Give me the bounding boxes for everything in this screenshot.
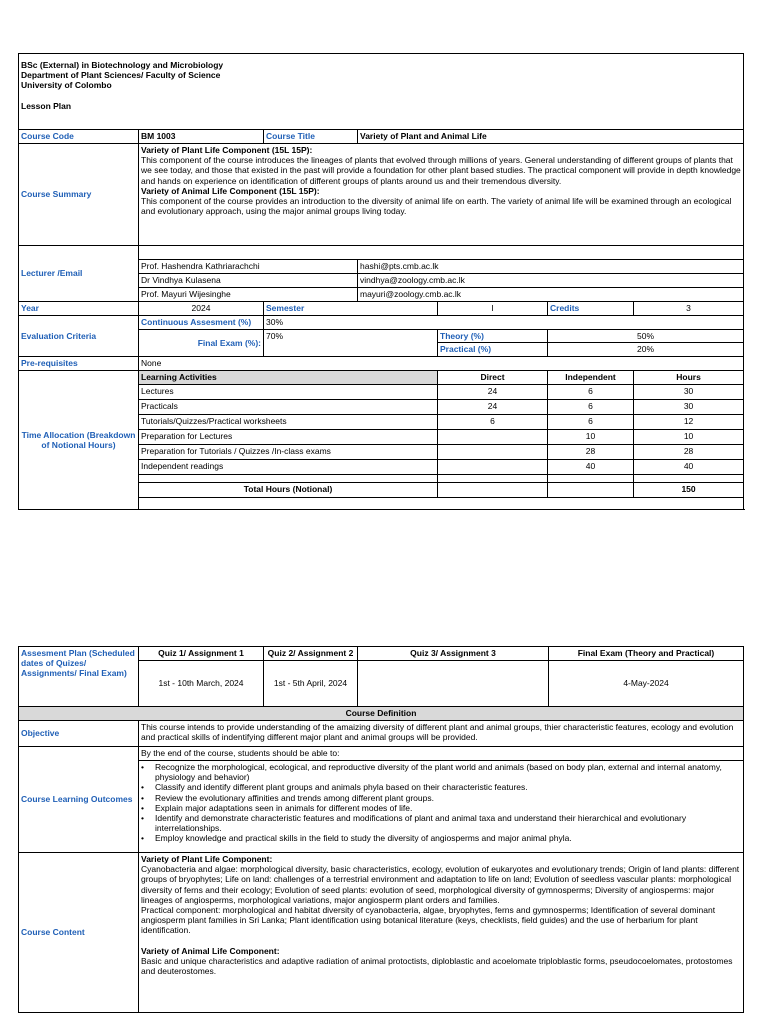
quiz1-date: 1st - 10th March, 2024 — [139, 661, 264, 707]
activity-name: Lectures — [139, 385, 438, 400]
assessment-plan-label: Assesment Plan (Scheduled dates of Quizes/ Assignments/ Final Exam) — [19, 647, 139, 707]
total-hours-label: Total Hours (Notional) — [139, 483, 438, 498]
learning-outcomes-list — [139, 761, 744, 853]
activity-independent: 10 — [548, 430, 634, 445]
activity-independent: 6 — [548, 415, 634, 430]
outcome-item: • Recognize the morphological, ecological, and reproductive diversity of the plant world and animals (based on body plan, external and internal anatomy, physiology and behavior) — [141, 762, 741, 782]
activity-independent: 6 — [548, 400, 634, 415]
activity-hours: 28 — [634, 445, 744, 460]
theory-value: 50% — [548, 330, 743, 343]
quiz3-date — [358, 661, 549, 707]
learning-outcomes-intro: By the end of the course, students should be able to: — [139, 747, 744, 761]
lecturer-email: mayuri@zoology.cmb.ac.lk — [358, 288, 744, 302]
course-definition-table — [18, 646, 743, 1013]
content-plant-practical: Practical component: morphological and habitat diversity of cyanobacteria, algae, bryophytes, ferns and gymnosperms; Identification of several dominant angiosperm plant families in Sri Lanka; Plant identification using botanical literature (keys, checklists, field guides) and the use of herbarium for plant identification. — [141, 904, 716, 936]
final-exam-date: 4-May-2024 — [549, 661, 744, 707]
outcome-item: • Employ knowledge and practical skills in the field to study the diversity of angiosperms and major animal phyla. — [141, 833, 741, 843]
activity-direct: 24 — [438, 385, 548, 400]
summary-plant-text: This component of the course introduces the lineages of plants that evolved through millions of years. General understanding of different groups of plants that we see today, and those that existed in the past will provide a foundation for other plant based studies. The practical component will provide in depth knowledge and hands on experience on identification of different groups of plants around us and their tremendous diversity. — [141, 155, 741, 186]
summary-animal-heading: Variety of Animal Life Component (15L 15P): — [141, 185, 320, 196]
semester-value: I — [438, 302, 548, 316]
objective-label: Objective — [19, 721, 139, 747]
activity-hours: 30 — [634, 400, 744, 415]
course-content-text — [139, 853, 744, 1013]
activity-name: Tutorials/Quizzes/Practical worksheets — [139, 415, 438, 430]
activity-name: Practicals — [139, 400, 438, 415]
direct-header: Direct — [438, 371, 548, 385]
year-label: Year — [19, 302, 139, 316]
semester-label: Semester — [264, 302, 438, 316]
quiz2-header: Quiz 2/ Assignment 2 — [264, 647, 358, 661]
summary-plant-heading: Variety of Plant Life Component (15L 15P): — [141, 145, 313, 155]
content-animal-heading: Variety of Animal Life Component: — [141, 945, 280, 956]
activity-independent: 28 — [548, 445, 634, 460]
final-exam-value: 70% — [264, 330, 438, 357]
time-allocation-label: Time Allocation (Breakdown of Notional Hours) — [19, 371, 139, 510]
activity-direct — [438, 445, 548, 460]
activity-name: Preparation for Lectures — [139, 430, 438, 445]
outcome-item: • Identify and demonstrate characteristic features and modifications of plant and animal taxa and understand their hierarchical and evolutionary interrelationships. — [141, 813, 741, 833]
content-plant-heading: Variety of Plant Life Component: — [141, 854, 273, 864]
course-summary-text — [139, 144, 744, 246]
quiz3-header: Quiz 3/ Assignment 3 — [358, 647, 549, 661]
continuous-assessment-value: 30% — [264, 316, 744, 330]
content-animal-text: Basic and unique characteristics and adaptive radiation of animal protoctists, diploblastic and acoelomate triploblastic forms, pseudocoelomates, protostomes and deuterostomes. — [141, 955, 733, 976]
outcome-item: • Classify and identify different plant groups and animals phyla based on their characteristic features. — [141, 782, 741, 792]
quiz1-header: Quiz 1/ Assignment 1 — [139, 647, 264, 661]
activity-independent: 6 — [548, 385, 634, 400]
university-name: University of Colombo — [21, 80, 112, 91]
final-exam-header: Final Exam (Theory and Practical) — [549, 647, 744, 661]
lecturer-name: Prof. Hashendra Kathriarachchi — [139, 260, 358, 274]
practical-label: Practical (%) — [440, 344, 492, 354]
prerequisites-label: Pre-requisites — [19, 357, 139, 371]
department-name: Department of Plant Sciences/ Faculty of Science — [21, 70, 221, 81]
continuous-assessment-label: Continuous Assesment (%) — [139, 316, 264, 330]
learning-outcomes-label: Course Learning Outcomes — [19, 747, 139, 853]
course-definition-heading: Course Definition — [19, 707, 744, 721]
activity-direct — [438, 460, 548, 475]
year-value: 2024 — [139, 302, 264, 316]
hours-header: Hours — [634, 371, 744, 385]
activity-hours: 30 — [634, 385, 744, 400]
learning-activities-header: Learning Activities — [139, 371, 438, 385]
independent-header: Independent — [548, 371, 634, 385]
prerequisites-value: None — [139, 357, 744, 371]
program-title: BSc (External) in Biotechnology and Microbiology — [21, 60, 224, 70]
lesson-plan-table — [18, 53, 743, 510]
activity-hours: 10 — [634, 430, 744, 445]
course-code-label: Course Code — [19, 130, 139, 144]
credits-label: Credits — [548, 302, 634, 316]
lecturer-email-label: Lecturer /Email — [19, 246, 139, 302]
credits-value: 3 — [634, 302, 744, 316]
outcome-item: • Review the evolutionary affinities and trends among different plant groups. — [141, 793, 741, 803]
course-code-value: BM 1003 — [139, 130, 264, 144]
activity-independent: 40 — [548, 460, 634, 475]
content-plant-text: Cyanobacteria and algae: morphological diversity, basic characteristics, ecology, evolution of eukaryotes and evolutionary trends; Origin of land plants: different groups of bryophytes; Life on land: challenges of a terrestrial environment and adaptation to life on land; Evolution of seedless vascular plants: morphological diversity of ferns and their ecology; Evolution of seed plants: evolution of seed, morphological diversity of gymnosperms; Diversity of angiosperms: major lineages of angiosperms, morphological variations, major angiosperm plant orders and families. — [141, 864, 740, 905]
activity-direct — [438, 430, 548, 445]
practical-value: 20% — [637, 344, 655, 354]
evaluation-criteria-label: Evaluation Criteria — [19, 316, 139, 357]
quiz2-date: 1st - 5th April, 2024 — [264, 661, 358, 707]
outcome-item: • Explain major adaptations seen in animals for different modes of life. — [141, 803, 741, 813]
document-header — [19, 54, 744, 130]
lecturer-name: Prof. Mayuri Wijesinghe — [139, 288, 358, 302]
course-title-value: Variety of Plant and Animal Life — [358, 130, 744, 144]
total-hours-value: 150 — [634, 483, 744, 498]
theory-label: Theory (%) — [438, 330, 547, 343]
activity-hours: 12 — [634, 415, 744, 430]
lecturer-email: vindhya@zoology.cmb.ac.lk — [358, 274, 744, 288]
final-exam-label: Final Exam (%): — [139, 330, 264, 357]
activity-name: Independent readings — [139, 460, 438, 475]
activity-direct: 6 — [438, 415, 548, 430]
course-summary-label: Course Summary — [19, 144, 139, 246]
lesson-plan-title: Lesson Plan — [21, 100, 72, 111]
course-content-label: Course Content — [19, 853, 139, 1013]
activity-name: Preparation for Tutorials / Quizzes /In-class exams — [139, 445, 438, 460]
activity-hours: 40 — [634, 460, 744, 475]
objective-text: This course intends to provide understanding of the amaizing diversity of different plant and animal groups, thier characteristic features, ecology and evolution and practical skills of indentifying different major plant and animal groups will be provided. — [139, 721, 744, 747]
activity-direct: 24 — [438, 400, 548, 415]
lecturer-name: Dr Vindhya Kulasena — [139, 274, 358, 288]
summary-animal-text: This component of the course provides an introduction to the diversity of animal life on earth. The variety of animal life will be examined through an ecological and evolutionary approach, using the major animal groups living today. — [141, 195, 732, 217]
course-title-label: Course Title — [264, 130, 358, 144]
lecturer-email: hashi@pts.cmb.ac.lk — [358, 260, 744, 274]
